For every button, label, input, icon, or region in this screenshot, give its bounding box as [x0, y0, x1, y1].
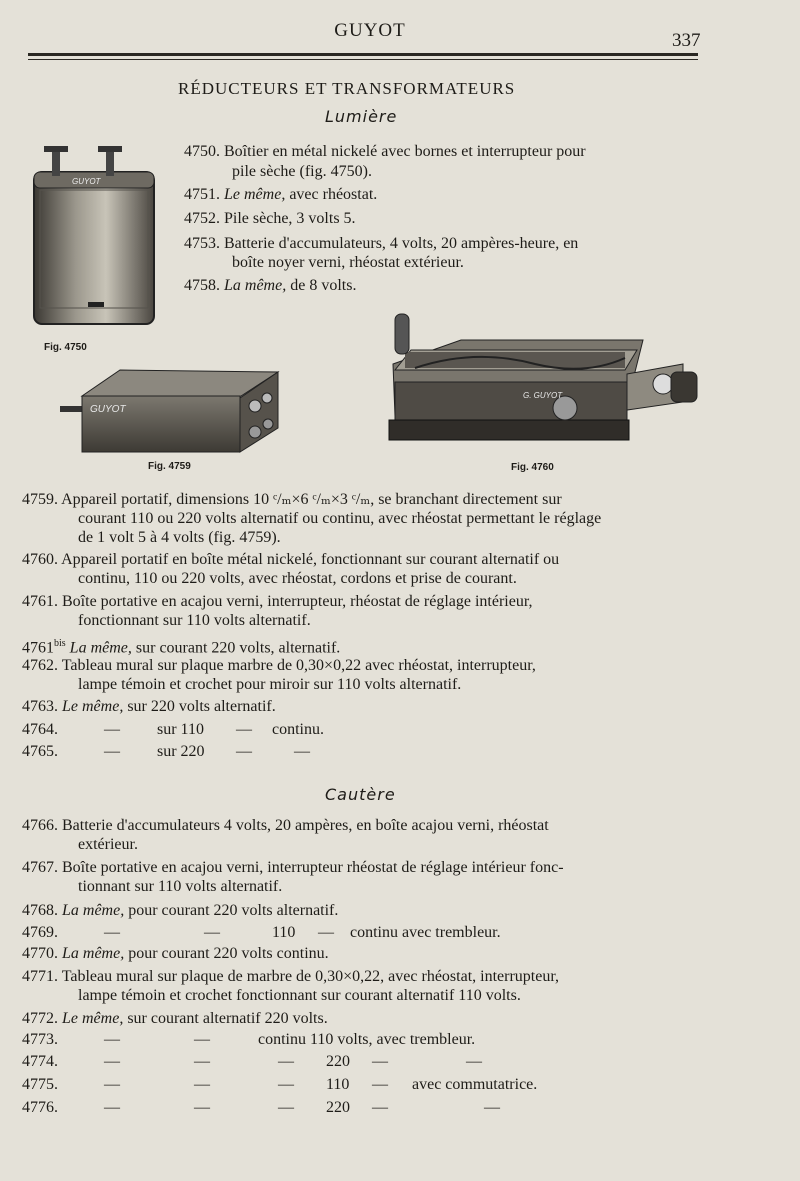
- item-number: 4750.: [184, 143, 220, 160]
- header-rule: [28, 53, 698, 56]
- fig4750-brand-label: GUYOT: [72, 177, 101, 186]
- list-item: 4774.: [22, 1053, 58, 1070]
- list-item: 4762. Tableau mural sur plaque marbre de 0,30×0,22 avec rhéostat, interrupteur,: [22, 657, 536, 674]
- list-item: 4751. Le même, avec rhéostat.: [184, 186, 378, 203]
- page-number: 337: [672, 30, 701, 51]
- fig4760-brand-label: G. GUYOT: [523, 391, 563, 400]
- list-item: 4772. Le même, sur courant alternatif 220 volts.: [22, 1010, 328, 1027]
- list-item: 4776.: [22, 1099, 58, 1116]
- figure-4760-metal-box: [375, 312, 705, 454]
- header-rule-thin: [28, 59, 698, 60]
- list-item: 4763. Le même, sur 220 volts alternatif.: [22, 698, 276, 715]
- figure-4750-caption: Fig. 4750: [44, 342, 87, 353]
- list-item: 4750. Boîtier en métal nickelé avec bornes et interrupteur pour: [184, 143, 586, 160]
- list-item: 4761. Boîte portative en acajou verni, interrupteur, rhéostat de réglage intérieur,: [22, 593, 533, 610]
- figure-4759-caption: Fig. 4759: [148, 461, 191, 472]
- list-item: 4752. Pile sèche, 3 volts 5.: [184, 210, 356, 227]
- section-title: RÉDUCTEURS ET TRANSFORMATEURS: [178, 79, 516, 98]
- figure-4750-battery-box: [28, 142, 163, 332]
- list-item: 4771. Tableau mural sur plaque de marbre de 0,30×0,22, avec rhéostat, interrupteur,: [22, 968, 560, 985]
- figure-4760-caption: Fig. 4760: [511, 462, 554, 473]
- list-item: 4765.: [22, 743, 58, 760]
- list-item: 4753. Batterie d'accumulateurs, 4 volts, 20 ampères-heure, en: [184, 235, 579, 252]
- list-item: 4775.: [22, 1076, 58, 1093]
- figure-4759-portable-transformer: [60, 362, 290, 462]
- list-item: 4764.: [22, 721, 58, 738]
- subsection-title-lumiere: Lumière: [325, 107, 398, 126]
- catalog-page: GUYOT 337 RÉDUCTEURS ET TRANSFORMATEURS Lumière GUYOT Fig. 4750 GUYOT Fig. 4759 G. GUYOT Fig. 4760 4750. Boîtier en métal nickelé avec bornes et interrupteur pour pile sèche (fig. 4750). 4751. Le même, avec rhéostat. 4752. Pile sèche, 3 volts 5. 4753. Batterie d'accumulateurs, 4 volts, 20 ampères-heure, en boîte noyer verni, rhéostat extérieur. 4758. La même, de 8 volts. 4759. Appareil portatif, dimensions 10 ᶜ/ₘ×6 ᶜ/ₘ×3 ᶜ/ₘ, se branchant directement sur courant 110 ou 220 volts alternatif ou continu, avec rhéostat permettant le réglage de 1 volt 5 à 4 volts (fig. 4759). 4760. Appareil portatif en boîte métal nickelé, fonctionnant sur courant alternatif ou continu, 110 ou 220 volts, avec rhéostat, cordons et prise de courant. 4761. Boîte portative en acajou verni, interrupteur, rhéostat de réglage intérieur, fonctionnant sur 110 volts alternatif. $4761^{bis}$ La même, sur courant 220 volts, alternatif. 4762. Tableau mural sur plaque marbre de 0,30×0,22 avec rhéostat, interrupteur, lampe témoin et crochet pour miroir sur 110 volts alternatif. 4763. Le même, sur 220 volts alternatif. 4764. — sur 110 — continu. 4765. — sur 220 — — Cautère 4766. Batterie d'accumulateurs 4 volts, 20 ampères, en boîte acajou verni, rhéostat extérieur. 4767. Boîte portative en acajou verni, interrupteur rhéostat de réglage intérieur fonc- tionnant sur 110 volts alternatif. 4768. La même, pour courant 220 volts alternatif. 4769. — — 110 — continu avec trembleur. 4770. La même, pour courant 220 volts continu. 4771. Tableau mural sur plaque de marbre de 0,30×0,22, avec rhéostat, interrupteur, lampe témoin et crochet fonctionnant sur courant alternatif 110 volts. 4772. Le même, sur courant alternatif 220 volts. 4773. — — continu 110 volts, avec trembleur. 4774. — — — 220 — — 4775. — — — 110 — avec commutatrice. 4776. — — — 220 — —: [0, 0, 800, 1181]
- list-item: 4769.: [22, 924, 58, 941]
- list-item: 4766. Batterie d'accumulateurs 4 volts, 20 ampères, en boîte acajou verni, rhéostat: [22, 817, 549, 834]
- subsection-title-cautere: Cautère: [325, 785, 396, 804]
- list-item: 4759. Appareil portatif, dimensions 10 ᶜ/ₘ×6 ᶜ/ₘ×3 ᶜ/ₘ, se branchant directement sur: [22, 491, 562, 508]
- list-item: 4768. La même, pour courant 220 volts alternatif.: [22, 902, 339, 919]
- list-item: $4761^{bis}$ La même, sur courant 220 volts, alternatif.: [22, 638, 341, 657]
- fig4759-brand-label: GUYOT: [90, 404, 126, 415]
- list-item: 4770. La même, pour courant 220 volts continu.: [22, 945, 329, 962]
- list-item: 4760. Appareil portatif en boîte métal nickelé, fonctionnant sur courant alternatif ou: [22, 551, 560, 568]
- list-item: 4773.: [22, 1031, 58, 1048]
- list-item: 4767. Boîte portative en acajou verni, interrupteur rhéostat de réglage intérieur fonc-: [22, 859, 564, 876]
- list-item: 4758. La même, de 8 volts.: [184, 277, 357, 294]
- running-header: GUYOT: [334, 20, 406, 41]
